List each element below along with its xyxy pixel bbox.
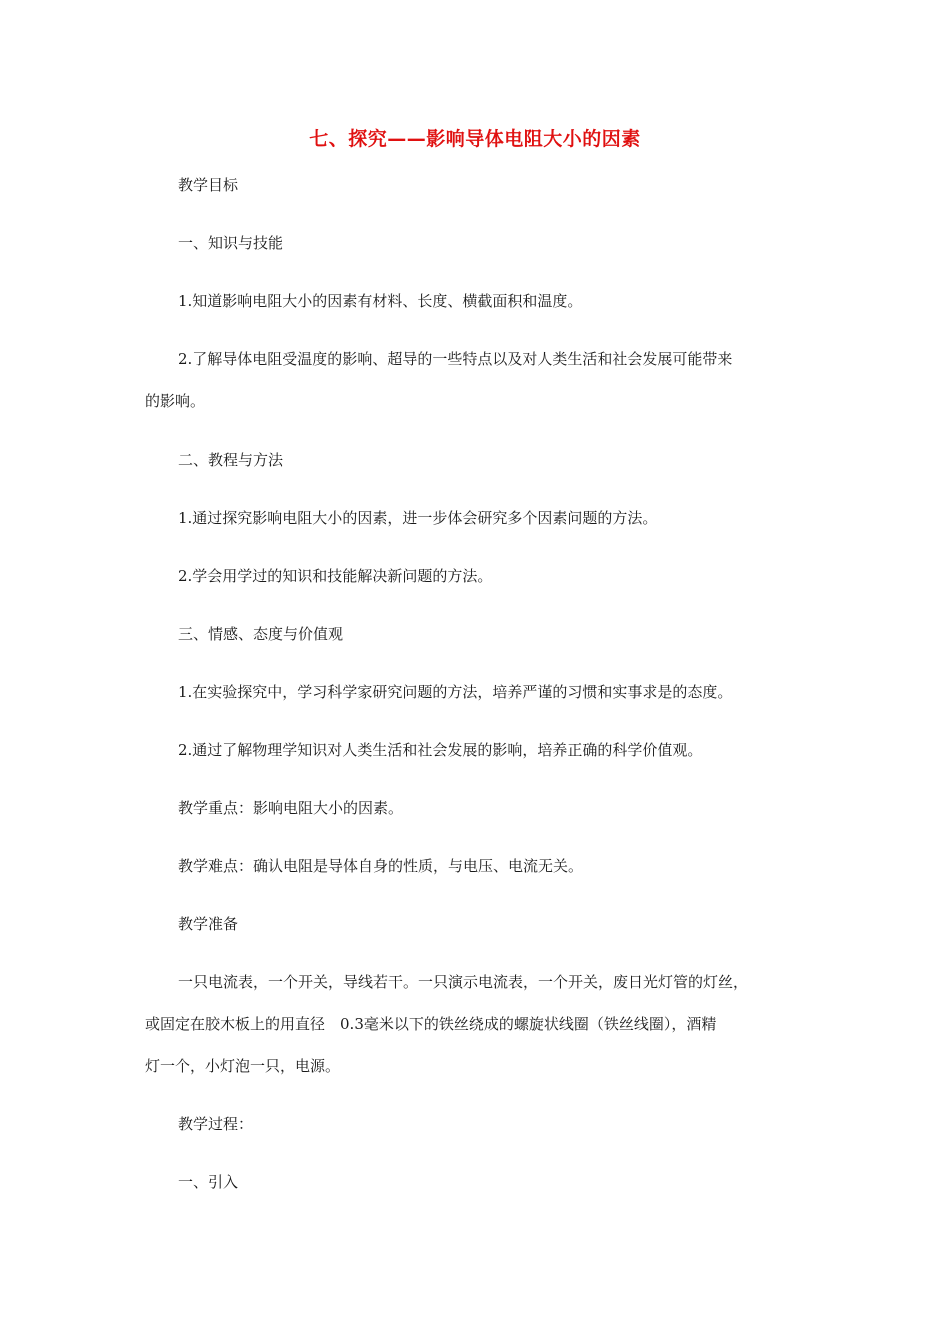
paragraph-line: 一只电流表，一个开关，导线若干。一只演示电流表，一个开关，废日光灯管的灯丝， [178, 973, 749, 991]
paragraph-line: 2.了解导体电阻受温度的影响、超导的一些特点以及对人类生活和社会发展可能带来 [178, 350, 733, 368]
paragraph-line: 灯一个，小灯泡一只，电源。 [145, 1057, 341, 1075]
heading-process-methods: 二、教程与方法 [178, 451, 284, 469]
heading-introduction: 一、引入 [178, 1173, 239, 1191]
paragraph-line: 或固定在胶木板上的用直径 0.3毫米以下的铁丝绕成的螺旋状线圈（铁丝线圈），酒精 [145, 1015, 717, 1033]
heading-teaching-process: 教学过程： [178, 1115, 254, 1133]
paragraph-line: 2.学会用学过的知识和技能解决新问题的方法。 [178, 567, 493, 585]
heading-teaching-goals: 教学目标 [178, 176, 239, 194]
document-title: 七、探究——影响导体电阻大小的因素 [309, 128, 641, 150]
paragraph-line: 1.通过探究影响电阻大小的因素，进一步体会研究多个因素问题的方法。 [178, 509, 658, 527]
paragraph-line: 1.在实验探究中，学习科学家研究问题的方法，培养严谨的习惯和实事求是的态度。 [178, 683, 733, 701]
teaching-key-point: 教学重点：影响电阻大小的因素。 [178, 799, 404, 817]
paragraph-line: 1.知道影响电阻大小的因素有材料、长度、横截面积和温度。 [178, 292, 583, 310]
heading-emotion-values: 三、情感、态度与价值观 [178, 625, 344, 643]
teaching-difficulty: 教学难点：确认电阻是导体自身的性质，与电压、电流无关。 [178, 857, 584, 875]
heading-knowledge-skills: 一、知识与技能 [178, 234, 284, 252]
paragraph-line: 2.通过了解物理学知识对人类生活和社会发展的影响，培养正确的科学价值观。 [178, 741, 703, 759]
heading-teaching-preparation: 教学准备 [178, 915, 239, 933]
paragraph-line: 的影响。 [145, 392, 206, 410]
